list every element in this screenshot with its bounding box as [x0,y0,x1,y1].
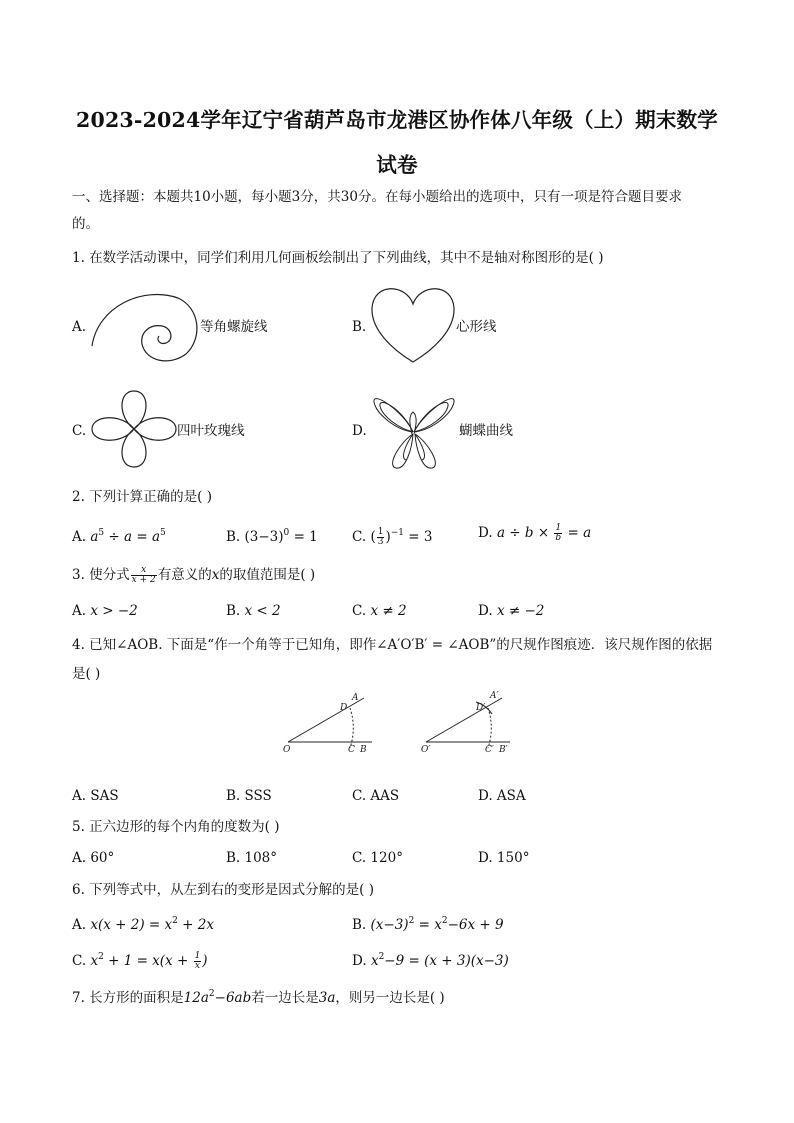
q3-stem: 3. 使分式 $\frac{x}{x + 2}$ 有意义的x的取值范围是( ) [72,565,316,585]
q2-option-c [352,524,433,547]
q5-option-b: B. 108° [226,850,278,866]
four-leaf-rose-figure [88,387,180,471]
label-c: C [348,745,355,755]
cardioid-heart-figure [368,282,458,364]
label-a: A [352,693,359,703]
equiangular-spiral-figure [88,286,203,366]
exam-title-line1: 2023-2024学年辽宁省葫芦岛市龙港区协作体八年级（上）期末数学 [76,108,718,132]
q6-option-d: D. $x^2-9 = (x + 3)(x-3)$ [352,952,509,969]
q2-option-d [478,524,591,543]
angle-construction-figure [280,688,520,758]
q3-option-b: B. x < 2 [226,603,281,619]
q2-option-b-letter: B. [226,529,241,545]
q2-option-c-letter: C. [352,529,367,545]
label-d-prime: D′ [476,703,486,713]
label-a-prime: A′ [490,691,499,701]
q2-option-b [226,524,318,546]
q4-option-b: B. SSS [226,788,272,804]
q1-option-d-letter: D. [352,423,367,439]
q4-option-a: A. SAS [72,788,119,804]
q1-option-b-name: 心形线 [456,319,497,335]
q2-option-d-expr: a ÷ b × $\frac{1}{b}$ = a [496,523,592,543]
q1-stem: 1. 在数学活动课中，同学们利用几何画板绘制出了下列曲线，其中不是轴对称图形的是( ) [72,250,604,266]
label-b-prime: B′ [499,745,508,755]
q5-stem: 5. 正六边形的每个内角的度数为( ) [72,819,280,835]
exam-title-line2: 试卷 [376,153,418,177]
q1-option-c-letter: C. [72,423,87,439]
q1-option-a-letter: A. [72,319,87,335]
q4-option-c: C. AAS [352,788,400,804]
section-instructions-line2: 的。 [72,216,99,232]
q3-option-c: C. x ≠ 2 [352,603,407,619]
q7-stem: 7. 长方形的面积是$12a^2-6ab$若一边长是3a，则另一边长是( ) [72,989,445,1006]
q2-option-a-expr: $a^5 \div a = a^5$ [90,528,166,545]
q1-option-a-name: 等角螺旋线 [200,319,268,335]
q5-option-a: A. 60° [72,850,115,866]
q2-option-a [72,524,166,546]
label-b: B [360,745,367,755]
q6-stem: 6. 下列等式中，从左到右的变形是因式分解的是( ) [72,882,374,898]
q5-option-d: D. 150° [478,850,530,866]
q3-option-a: A. x > −2 [72,603,138,619]
q6-option-a: A. $x(x + 2) = x^2 + 2x$ [72,916,214,933]
q1-option-d-name: 蝴蝶曲线 [459,423,513,439]
q6-option-b: B. $(x-3)^2 = x^2-6x + 9$ [352,916,504,933]
q2-option-b-expr: $(3-3)^0 = 1$ [244,528,318,545]
q2-option-d-letter: D. [478,525,493,541]
q2-stem: 2. 下列计算正确的是( ) [72,489,212,505]
q4-option-d: D. ASA [478,788,526,804]
q1-option-b-letter: B. [352,319,367,335]
q2-option-a-letter: A. [72,529,87,545]
q5-option-c: C. 120° [352,850,403,866]
q3-fraction: $\frac{x}{x + 2}$ [131,565,156,585]
butterfly-curve-figure [366,382,462,472]
label-d: D [340,703,348,713]
section-instructions-line1: 一、选择题：本题共10小题，每小题3分，共30分。在每小题给出的选项中，只有一项是符合题目要求 [72,189,682,205]
q6-option-c: C. $x^2 + 1 = x(x$ + $\frac{1}{x}$ ) [72,951,208,971]
q4-stem-line1: 4. 已知∠AOB. 下面是“作一个角等于已知角，即作∠A′O′B′ = ∠AOB”的尺规作图痕迹．该尺规作图的依据 [72,637,713,653]
q2-option-c-expr: ( $\frac{1}{3}$ )$^{-1}$ = 3 [370,527,433,547]
q3-option-d: D. x ≠ −2 [478,603,545,619]
q4-stem-line2: 是( ) [72,666,101,682]
label-c-prime: C′ [485,745,494,755]
label-o-prime: O′ [421,745,431,755]
label-o: O [283,745,291,755]
q1-option-c-name: 四叶玫瑰线 [177,423,245,439]
